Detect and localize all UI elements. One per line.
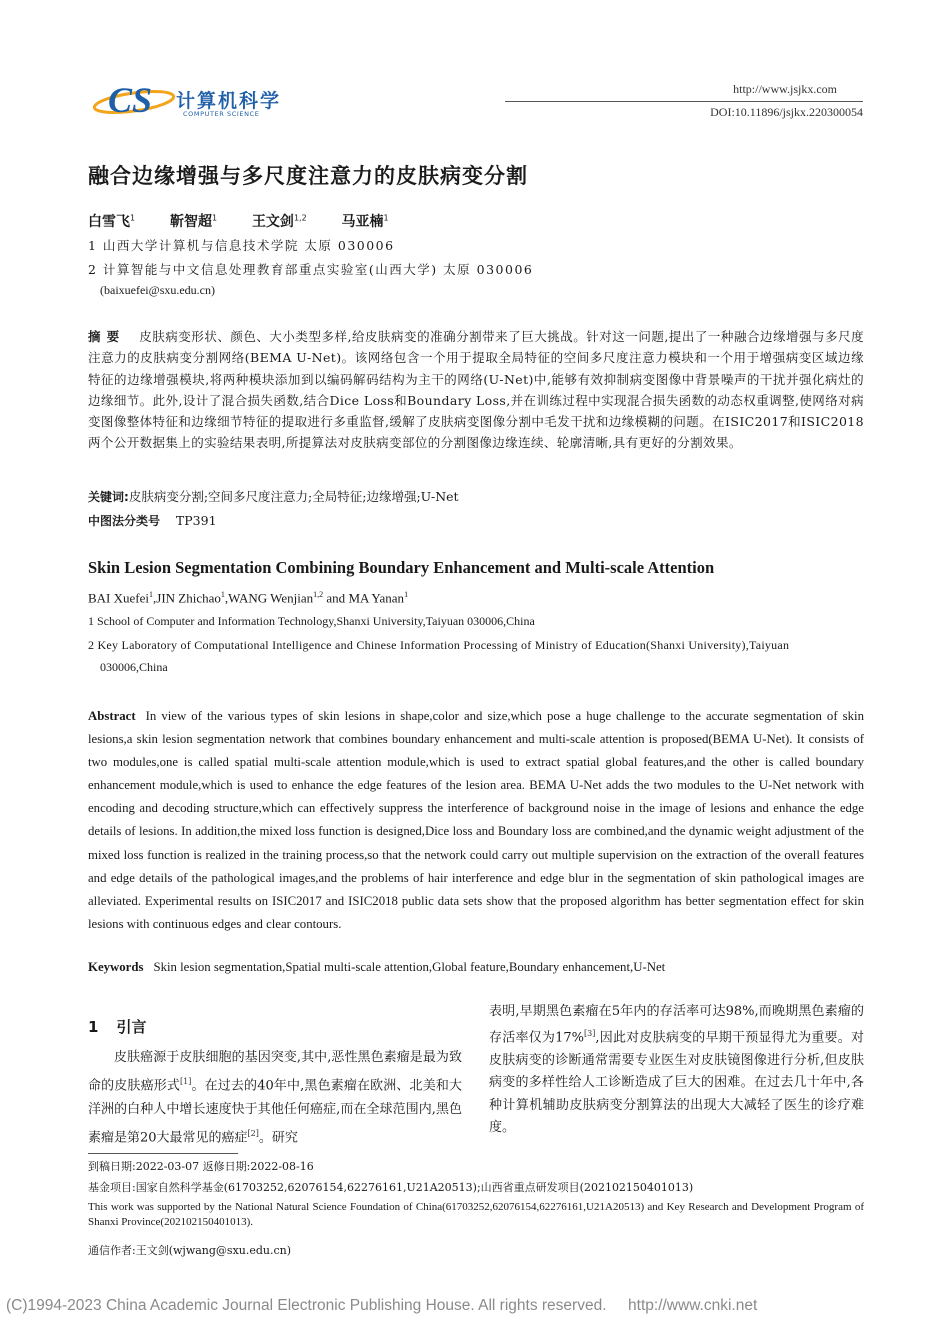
- author-en: JIN Zhichao: [156, 590, 221, 606]
- abstract-cn: [88, 326, 864, 454]
- journal-url[interactable]: http://www.jsjkx.com: [733, 82, 837, 96]
- classification-code: TP391: [175, 513, 217, 528]
- keywords-cn: [88, 487, 459, 505]
- affiliation-en-2: 2 Key Laboratory of Computational Intelligence and Chinese Information Processing of Ministry of Education(Shanxi University),Taiyuan: [88, 638, 790, 652]
- abstract-label-en: Abstract: [88, 709, 136, 723]
- author-email: (baixuefei@sxu.edu.cn): [100, 283, 216, 297]
- journal-name-cn: 计算机科学: [176, 90, 282, 112]
- abstract-text-en: In view of the various types of skin lesions in shape,color and size,which pose a huge challenge to the accurate segmentation of skin lesions,a skin lesion segmentation network that combines boundary enhancement and multi-scale attention is proposed(BEMA U-Net). It consists of two modules,one is called spatial multi-scale attention module,which is used to extract spatial global features,and the other is called boundary enhancement module,which is used to enhance the edge features of the lesion area. BEMA U-Net adds the two modules to the U-Net network with encoding and decoding structure,which can effectively suppress the interference of background noise in the image of lesions and enhance the edge details of lesions. In addition,the mixed loss function is designed,Dice loss and Boundary loss are combined,and the dynamic weight adjustment of the mixed loss function is realized in the training process,so that the network could carry out multiple supervision on the extraction of the overall features and edge details of the pathological images,and the problems of hair interference and edge blur in the segmentation of skin pathological images are alleviated. Experimental results on ISIC2017 and ISIC2018 public data sets show that the proposed algorithm has better segmentation effect for skin lesions with continuous edges and clear contours.: [88, 709, 864, 931]
- author-list-cn: [88, 211, 419, 231]
- citation: [3]: [584, 1029, 596, 1039]
- affiliation-cn-1: 1 山西大学计算机与信息技术学院 太原 030006: [88, 238, 395, 253]
- keywords-en: [88, 960, 665, 975]
- author-cn: 王文剑$^{1,2}$: [251, 213, 307, 230]
- author-en: WANG Wenjian: [228, 590, 314, 606]
- affiliation-en-1: 1 School of Computer and Information Technology,Shanxi University,Taiyuan 030006,China: [88, 614, 535, 628]
- keywords-label-en: Keywords: [88, 960, 144, 974]
- footnote-funding-en: This work was supported by the National Natural Science Foundation of China(61703252,62076154,62276161,U21A20513) and Key Research and Development Program of Shanxi Province(202102150401013).: [88, 1201, 864, 1228]
- copyright-notice: (C)1994-2023 China Academic Journal Electronic Publishing House. All rights reserved. http://www.cnki.net: [6, 1297, 758, 1314]
- citation: [2]: [247, 1129, 259, 1139]
- author-en: BAI Xuefei: [88, 590, 150, 606]
- author-cn: 白雪飞$^1$: [88, 213, 136, 230]
- doi[interactable]: DOI:10.11896/jsjkx.220300054: [710, 105, 863, 119]
- body-column-left: 皮肤癌源于皮肤细胞的基因突变,其中,恶性黑色素瘤是最为致命的皮肤癌形式[1]。在过去的40年中,黑色素瘤在欧洲、北美和大洋洲的白种人中增长速度快于其他任何癌症,而在全球范围内,黑色素瘤是第20大最常见的癌症[2]。研究: [88, 1050, 462, 1146]
- keywords-text-en: Skin lesion segmentation,Spatial multi-scale attention,Global feature,Boundary enhancement,U-Net: [153, 960, 666, 974]
- footnote-divider: [88, 1153, 238, 1154]
- footnote-corresponding: 通信作者:王文剑(wjwang@sxu.edu.cn): [88, 1244, 292, 1257]
- footnote-dates: 到稿日期:2022-03-07 返修日期:2022-08-16: [88, 1160, 314, 1173]
- footnote-funding-cn: 基金项目:国家自然科学基金(61703252,62076154,62276161,U21A20513);山西省重点研发项目(202102150401013): [88, 1181, 694, 1194]
- abstract-label-cn: 摘要: [88, 329, 126, 344]
- section-title: 引言: [116, 1018, 147, 1036]
- header-divider: [505, 101, 863, 102]
- paper-title-cn: 融合边缘增强与多尺度注意力的皮肤病变分割: [88, 164, 528, 188]
- paper-title-en: Skin Lesion Segmentation Combining Boundary Enhancement and Multi-scale Attention: [88, 558, 715, 577]
- citation: [1]: [180, 1077, 192, 1086]
- keywords-text-cn: 皮肤病变分割;空间多尺度注意力;全局特征;边缘增强;U-Net: [128, 489, 459, 504]
- journal-name-en: COMPUTER SCIENCE: [183, 110, 260, 118]
- classification-label: 中图法分类号: [88, 514, 161, 528]
- author-cn: 靳智超$^1$: [169, 213, 218, 230]
- section-heading: 1 引言: [88, 1018, 147, 1036]
- author-en: MA Yanan: [348, 590, 405, 606]
- classification-cn: [88, 512, 217, 529]
- abstract-text-cn: 皮肤病变形状、颜色、大小类型多样,给皮肤病变的准确分割带来了巨大挑战。针对这一问题,提出了一种融合边缘增强与多尺度注意力的皮肤病变分割网络(BEMA U-Net)。该网络包含一个用于提取全局特征的空间多尺度注意力模块和一个用于增强病变区域边缘特征的边缘增强模块,将两种模块添加到以编码解码结构为主干的网络(U-Net)中,能够有效抑制病变图像中背景噪声的干扰并强化病灶的边缘细节。此外,设计了混合损失函数,结合Dice Loss和Boundary Loss,并在训练过程中实现混合损失函数的动态权重调整,使网络对病变图像整体特征和边缘细节特征的提取进行多重监督,缓解了皮肤病变图像分割中毛发干扰和边缘模糊的问题。在ISIC2017和ISIC2018两个公开数据集上的实验结果表明,所提算法对皮肤病变部位的分割图像边缘连续、轮廓清晰,具有更好的分割效果。: [88, 329, 864, 451]
- affiliation-en-2-cont: 030006,China: [100, 660, 168, 674]
- logo-letters: CS: [108, 80, 153, 120]
- abstract-en: [88, 705, 864, 936]
- cs-logo-mark: [92, 78, 182, 122]
- author-cn: 马亚楠$^1$: [341, 213, 389, 230]
- keywords-label-cn: 关键词:: [88, 490, 129, 504]
- body-column-right: 表明,早期黑色素瘤在5年内的存活率可达98%,而晚期黑色素瘤的存活率仅为17%[3],因此对皮肤病变的早期干预显得尤为重要。对皮肤病变的诊断通常需要专业医生对皮肤镜图像进行分析,但皮肤病变的多样性给人工诊断造成了巨大的困难。在过去几十年中,各种计算机辅助皮肤病变分割算法的出现大大减轻了医生的诊疗难度。: [489, 1004, 864, 1135]
- affiliation-cn-2: 2 计算智能与中文信息处理教育部重点实验室(山西大学) 太原 030006: [88, 262, 534, 277]
- author-list-en: BAI Xuefei$^1$,JIN Zhichao$^1$,WANG Wenjian$^{1,2}$ and MA Yanan$^1$: [88, 590, 409, 606]
